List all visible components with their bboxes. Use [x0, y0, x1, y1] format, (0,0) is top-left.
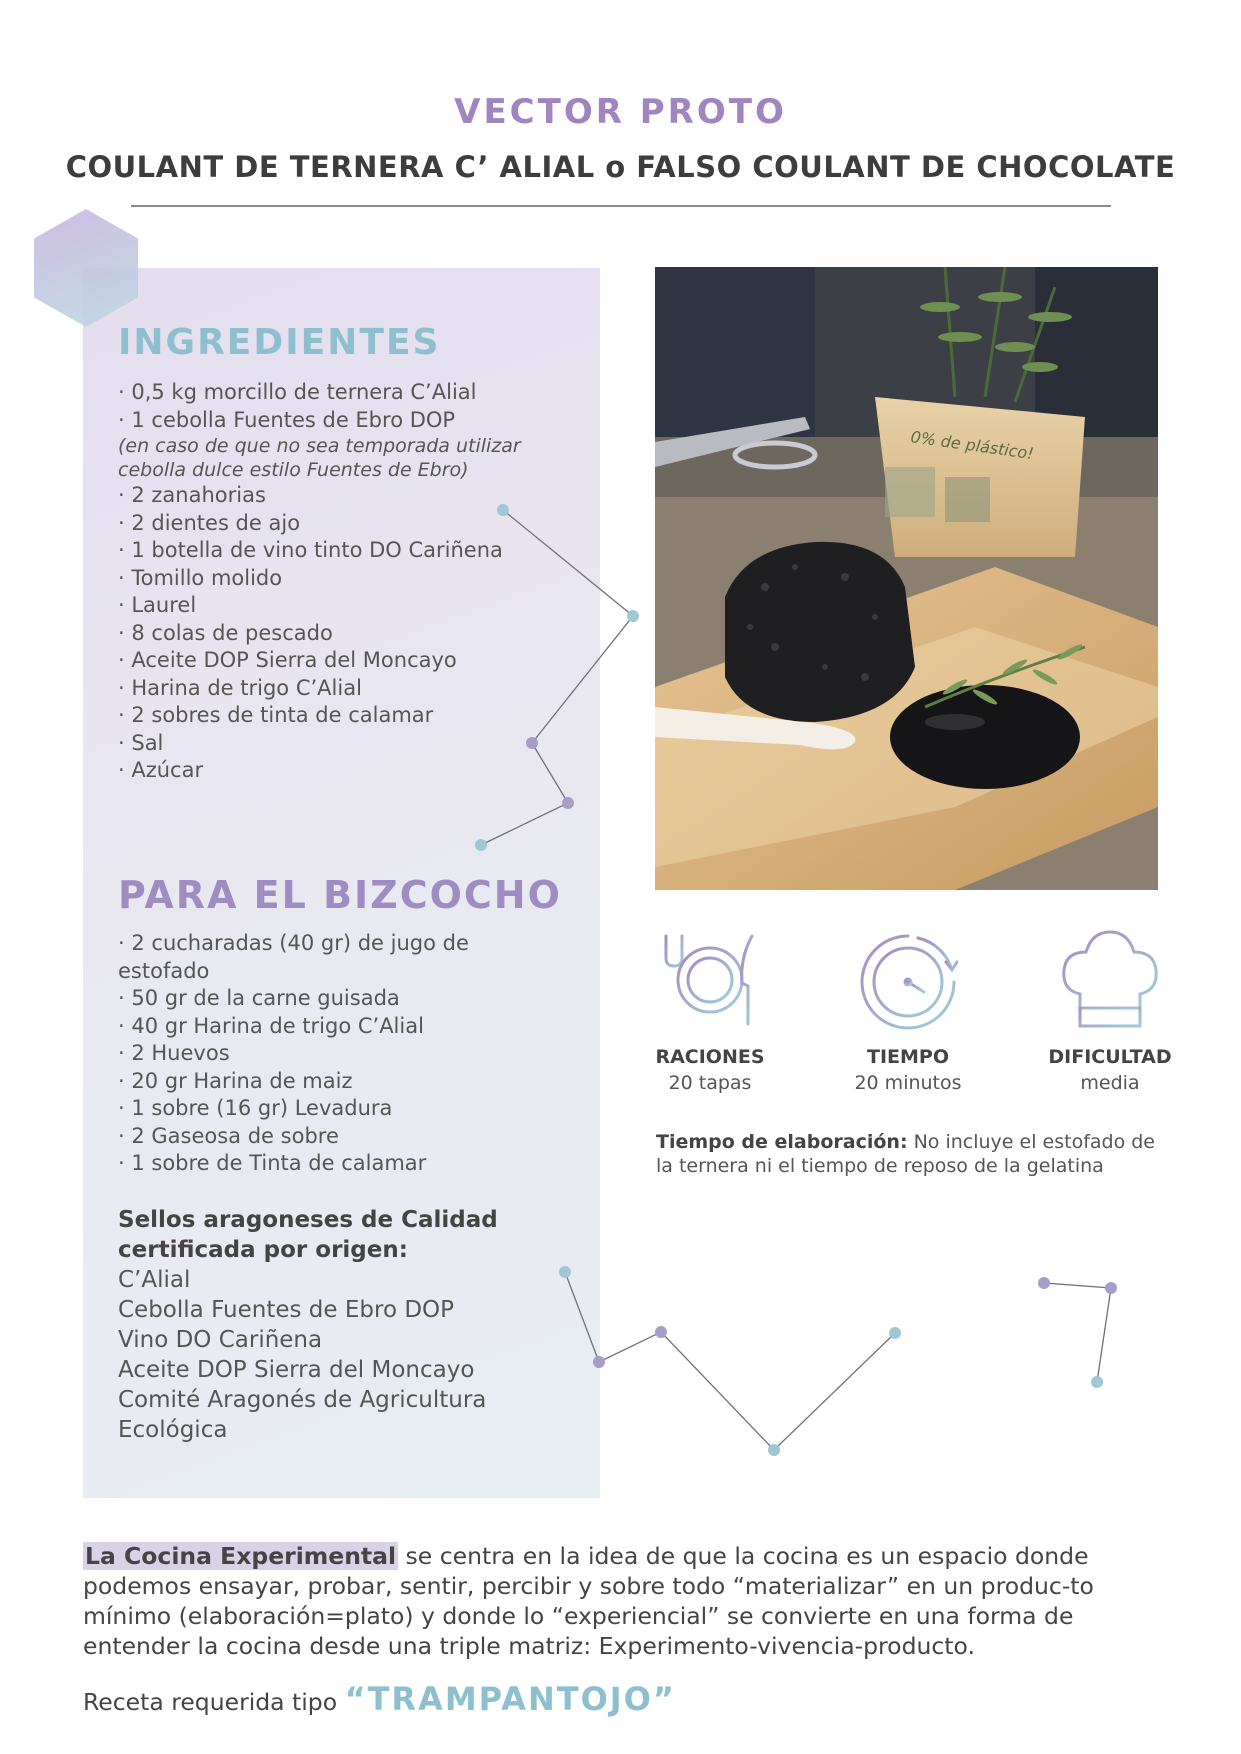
seal-item: Vino DO Cariñena — [118, 1327, 323, 1353]
time-note — [656, 1130, 1166, 1178]
footer-text: se centra en la idea de que la cocina es un espacio donde podemos ensayar, probar, sentir, percibir y sobre todo “materializar” en un produc-to mínimo (elaboración=plato) y donde lo “experiencial” se convierte en una forma de entender la cocina desde una triple matriz: Experimento-vivencia-producto. — [83, 1542, 1094, 1660]
recipe-title: COULANT DE TERNERA C’ ALIAL o FALSO COULANT DE CHOCOLATE — [65, 150, 1176, 184]
ingredient-item: · Sal — [118, 730, 578, 758]
recipe-type-value: “TRAMPANTOJO” — [344, 1680, 676, 1718]
ingredient-item: · Harina de trigo C’Alial — [118, 675, 578, 703]
plate-cutlery-icon — [660, 928, 760, 1028]
seal-item: Aceite DOP Sierra del Moncayo — [118, 1357, 475, 1383]
ingredient-item: · 2 zanahorias — [118, 482, 578, 510]
footer-paragraph — [83, 1541, 1163, 1661]
tiempo-label: TIEMPO — [867, 1046, 949, 1068]
bizcocho-title: PARA EL BIZCOCHO — [118, 873, 562, 917]
recipe-type-prefix: Receta requerida tipo — [83, 1688, 345, 1716]
ingredient-item: · 1 cebolla Fuentes de Ebro DOP — [118, 407, 578, 435]
ingredient-item: · 2 dientes de ajo — [118, 510, 578, 538]
bizcocho-item: · 1 sobre de Tinta de calamar — [118, 1150, 558, 1178]
bizcocho-item: · 40 gr Harina de trigo C’Alial — [118, 1013, 558, 1041]
seal-item: Comité Aragonés de Agricultura Ecológica — [118, 1387, 487, 1443]
brand-title: VECTOR PROTO — [454, 92, 787, 132]
ingredient-item: · Laurel — [118, 592, 578, 620]
ingredient-item: · 0,5 kg morcillo de ternera C’Alial — [118, 379, 578, 407]
clock-icon — [858, 932, 958, 1032]
chef-hat-icon — [1058, 928, 1162, 1032]
bizcocho-item: · 20 gr Harina de maiz — [118, 1068, 558, 1096]
ingredient-item: · 1 botella de vino tinto DO Cariñena — [118, 537, 578, 565]
seal-item: Cebolla Fuentes de Ebro DOP — [118, 1297, 455, 1323]
ingredient-note: (en caso de que no sea temporada utilizar cebolla dulce estilo Fuentes de Ebro) — [118, 435, 521, 481]
ingredient-item: · 8 colas de pescado — [118, 620, 578, 648]
ingredient-item: · Aceite DOP Sierra del Moncayo — [118, 647, 578, 675]
raciones-value: 20 tapas — [668, 1072, 752, 1094]
bizcocho-item: · 2 Huevos — [118, 1040, 558, 1068]
bizcocho-item: · 50 gr de la carne guisada — [118, 985, 558, 1013]
bizcocho-item: · 1 sobre (16 gr) Levadura — [118, 1095, 558, 1123]
dificultad-label: DIFICULTAD — [1048, 1046, 1172, 1068]
recipe-type — [83, 1680, 676, 1718]
dish-photo — [655, 267, 1158, 890]
seal-item: C’Alial — [118, 1267, 191, 1293]
dificultad-value: media — [1080, 1072, 1140, 1094]
ingredient-item: · 2 sobres de tinta de calamar — [118, 702, 578, 730]
dish-illustration — [655, 267, 1158, 890]
seals-heading: Sellos aragoneses de Calidad certificada por origen: — [118, 1207, 498, 1263]
ingredient-item: · Tomillo molido — [118, 565, 578, 593]
ingredients-title: INGREDIENTES — [118, 322, 441, 363]
tiempo-value: 20 minutos — [854, 1072, 962, 1094]
footer-highlight: La Cocina Experimental — [85, 1542, 397, 1570]
ingredient-item: · Azúcar — [118, 757, 578, 785]
bizcocho-item: · 2 cucharadas (40 gr) de jugo de estofado — [118, 930, 558, 985]
time-note-label: Tiempo de elaboración: — [656, 1131, 908, 1153]
bizcocho-item: · 2 Gaseosa de sobre — [118, 1123, 558, 1151]
time-note-text: No incluye el estofado de la ternera ni el tiempo de reposo de la gelatina — [656, 1131, 1156, 1177]
pot-label-text: 0% de plástico! — [909, 427, 1035, 464]
raciones-label: RACIONES — [655, 1046, 765, 1068]
